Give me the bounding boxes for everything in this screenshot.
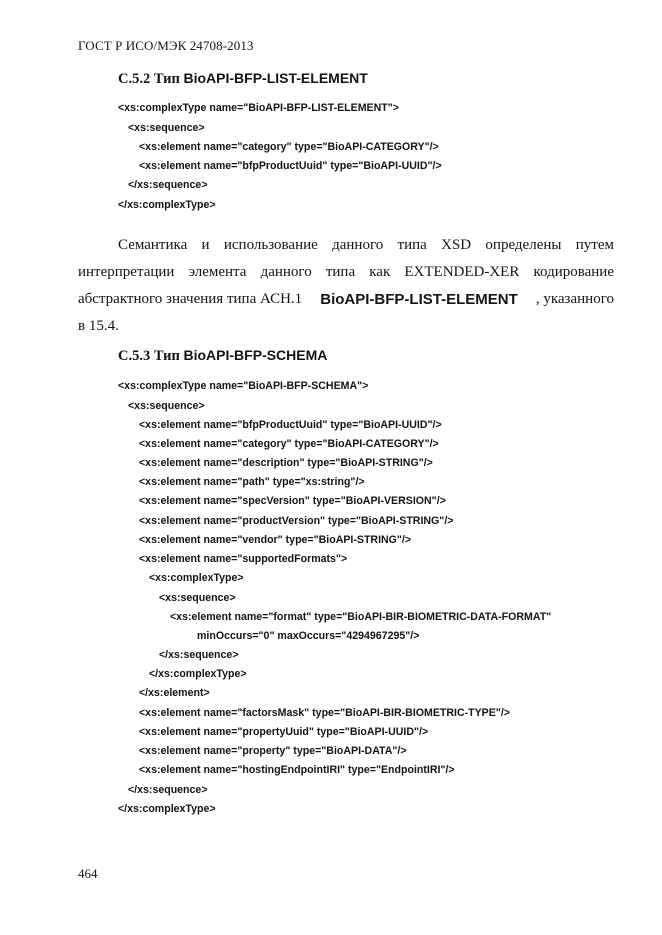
paragraph-line-3 — [78, 286, 614, 313]
code-line: <xs:element name="productVersion" type="BioAPI-STRING"/> — [139, 515, 454, 527]
code-line: <xs:element name="path" type="xs:string"/> — [139, 476, 365, 488]
paragraph-line-1: Семантика и использование данного типа XSD определены путем — [118, 237, 614, 253]
code-line: </xs:element> — [139, 687, 210, 699]
section-number-c52: С.5.2 Тип — [118, 71, 180, 87]
code-line: </xs:complexType> — [149, 668, 247, 680]
section-number-c53: С.5.3 Тип — [118, 348, 180, 364]
code-line: </xs:sequence> — [128, 784, 208, 796]
code-line: <xs:sequence> — [128, 122, 205, 134]
code-line: <xs:sequence> — [128, 400, 205, 412]
running-header: ГОСТ Р ИСО/МЭК 24708-2013 — [78, 38, 254, 53]
code-line: </xs:complexType> — [118, 199, 216, 211]
code-line: <xs:element name="property" type="BioAPI-DATA"/> — [139, 745, 407, 757]
code-line: <xs:element name="category" type="BioAPI-CATEGORY"/> — [139, 438, 439, 450]
paragraph-line-4: в 15.4. — [78, 318, 119, 334]
code-line: minOccurs="0" maxOccurs="4294967295"/> — [197, 630, 420, 642]
paragraph-line-3-text: абстрактного значения типа АСН.1 — [78, 291, 303, 307]
code-line: <xs:element name="factorsMask" type="BioAPI-BIR-BIOMETRIC-TYPE"/> — [139, 707, 510, 719]
code-line: <xs:element name="vendor" type="BioAPI-STRING"/> — [139, 534, 412, 546]
code-line: <xs:element name="description" type="BioAPI-STRING"/> — [139, 457, 433, 469]
code-line: </xs:sequence> — [159, 649, 239, 661]
code-line: <xs:complexType name="BioAPI-BFP-LIST-ELEMENT"> — [118, 102, 399, 114]
paragraph-line-2: интерпретации элемента данного типа как EXTENDED-XER кодирование — [78, 264, 614, 280]
code-line: <xs:element name="bfpProductUuid" type="BioAPI-UUID"/> — [139, 160, 442, 172]
page-number: 464 — [78, 866, 98, 881]
code-line: </xs:sequence> — [128, 179, 208, 191]
code-line: <xs:element name="bfpProductUuid" type="BioAPI-UUID"/> — [139, 419, 442, 431]
code-line: <xs:element name="hostingEndpointIRI" type="EndpointIRI"/> — [139, 764, 455, 776]
semantics-paragraph — [78, 232, 614, 340]
code-line: <xs:element name="format" type="BioAPI-BIR-BIOMETRIC-DATA-FORMAT" — [170, 611, 552, 623]
code-line: <xs:element name="propertyUuid" type="BioAPI-UUID"/> — [139, 726, 429, 738]
code-line: <xs:complexType name="BioAPI-BFP-SCHEMA"> — [118, 380, 369, 392]
section-heading-c52 — [118, 70, 368, 88]
code-line: <xs:element name="specVersion" type="BioAPI-VERSION"/> — [139, 495, 446, 507]
code-line: <xs:sequence> — [159, 592, 236, 604]
code-line: <xs:element name="supportedFormats"> — [139, 553, 348, 565]
section-type-name-c53: BioAPI-BFP-SCHEMA — [183, 347, 328, 363]
section-type-name-c52: BioAPI-BFP-LIST-ELEMENT — [183, 70, 368, 86]
paragraph-line-3-tail: , указанного — [535, 291, 614, 307]
type-reference: BioAPI-BFP-LIST-ELEMENT — [320, 291, 518, 308]
code-line: <xs:complexType> — [149, 572, 244, 584]
code-line: </xs:complexType> — [118, 803, 216, 815]
code-line: <xs:element name="category" type="BioAPI-CATEGORY"/> — [139, 141, 439, 153]
section-heading-c53 — [118, 347, 327, 365]
